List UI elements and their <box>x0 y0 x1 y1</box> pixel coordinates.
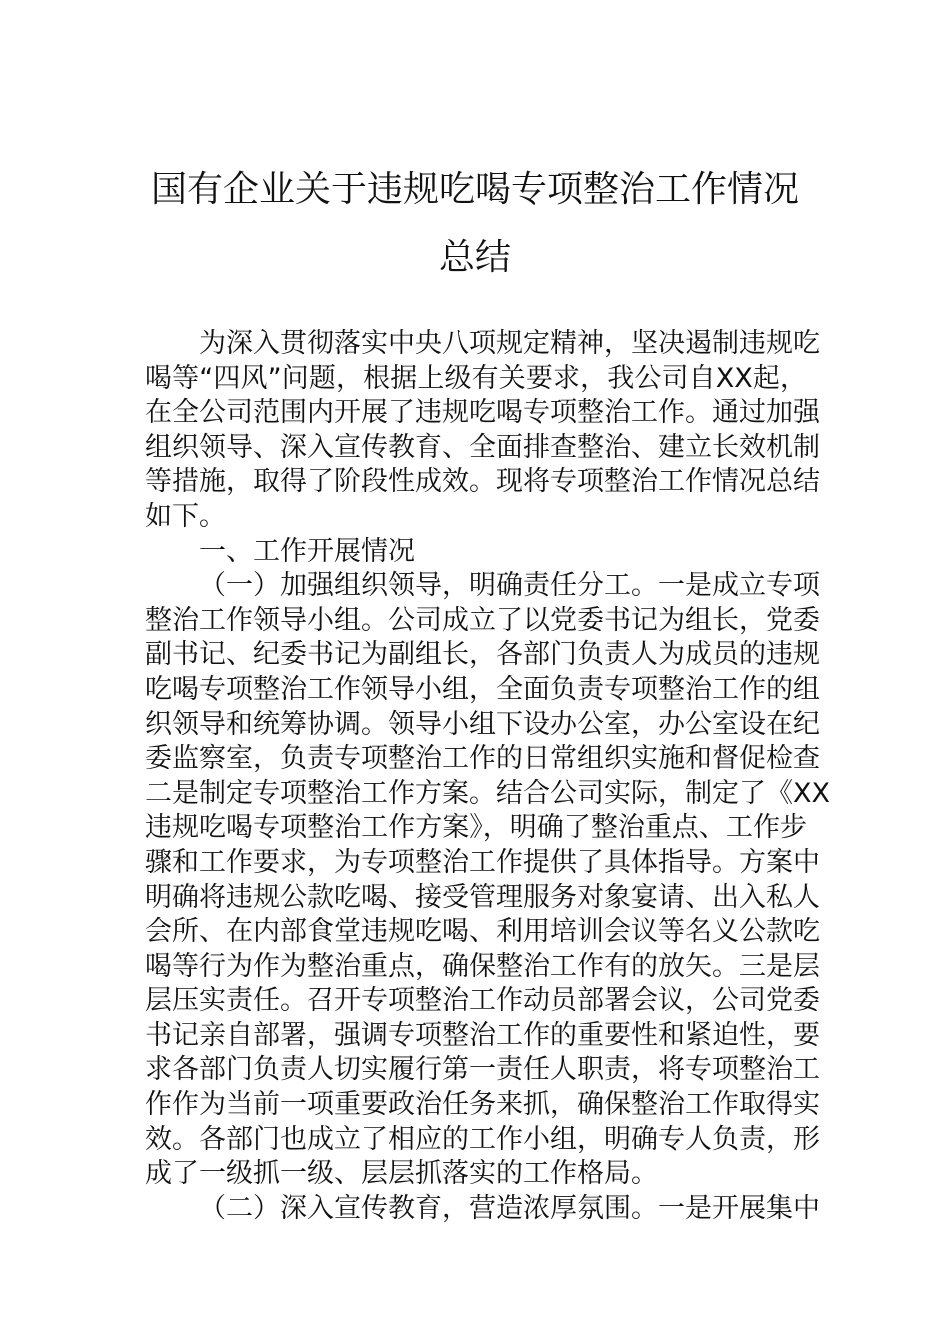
paragraph-line: 层压实责任。召开专项整治工作动员部署会议，公司党委 <box>145 985 820 1017</box>
paragraph-line: 为深入贯彻落实中央八项规定精神，坚决遏制违规吃 <box>199 328 820 359</box>
paragraph-line: 求各部门负责人切实履行第一责任人职责，将专项整治工 <box>145 1054 820 1086</box>
document-title-line-2: 总结 <box>438 237 511 278</box>
paragraph-line: 在全公司范围内开展了违规吃喝专项整治工作。通过加强 <box>145 397 820 429</box>
paragraph-line: 明确将违规公款吃喝、接受管理服务对象宴请、出入私人 <box>145 881 820 913</box>
paragraph-line: 副书记、纪委书记为副组长，各部门负责人为成员的违规 <box>145 639 820 671</box>
paragraph-line: 二是制定专项整治工作方案。结合公司实际，制定了《XX <box>145 777 830 809</box>
paragraph-line: 成了一级抓一级、层层抓落实的工作格局。 <box>145 1158 658 1190</box>
paragraph-line: 喝等行为作为整治重点，确保整治工作有的放矢。三是层 <box>145 950 820 982</box>
document-body <box>145 327 830 1226</box>
paragraph-line: 如下。 <box>145 500 226 532</box>
paragraph-line: 吃喝专项整治工作领导小组，全面负责专项整治工作的组 <box>145 673 820 705</box>
paragraph-line: 整治工作领导小组。公司成立了以党委书记为组长，党委 <box>145 604 820 636</box>
paragraph-line: 效。各部门也成立了相应的工作小组，明确专人负责，形 <box>145 1123 820 1155</box>
section-heading: 一、工作开展情况 <box>199 535 415 567</box>
paragraph-line: 违规吃喝专项整治工作方案》，明确了整治重点、工作步 <box>145 812 807 844</box>
paragraph-line: 喝等“四风”问题，根据上级有关要求，我公司自XX起， <box>145 362 807 394</box>
paragraph-line: （二）深入宣传教育，营造浓厚氛围。一是开展集中 <box>199 1192 820 1224</box>
paragraph-line: 委监察室，负责专项整治工作的日常组织实施和督促检查 <box>145 743 820 775</box>
paragraph-line: 骤和工作要求，为专项整治工作提供了具体指导。方案中 <box>145 846 820 878</box>
paragraph-line: 等措施，取得了阶段性成效。现将专项整治工作情况总结 <box>145 466 820 498</box>
paragraph-line: （一）加强组织领导，明确责任分工。一是成立专项 <box>199 570 820 602</box>
paragraph-line: 织领导和统筹协调。领导小组下设办公室，办公室设在纪 <box>145 708 820 740</box>
paragraph-line: 组织领导、深入宣传教育、全面排查整治、建立长效机制 <box>145 431 820 463</box>
paragraph-line: 作作为当前一项重要政治任务来抓，确保整治工作取得实 <box>145 1089 820 1121</box>
paragraph-line: 书记亲自部署，强调专项整治工作的重要性和紧迫性，要 <box>145 1019 820 1051</box>
document-title-line-1: 国有企业关于违规吃喝专项整治工作情况 <box>150 169 799 210</box>
paragraph-line: 会所、在内部食堂违规吃喝、利用培训会议等名义公款吃 <box>145 916 820 948</box>
